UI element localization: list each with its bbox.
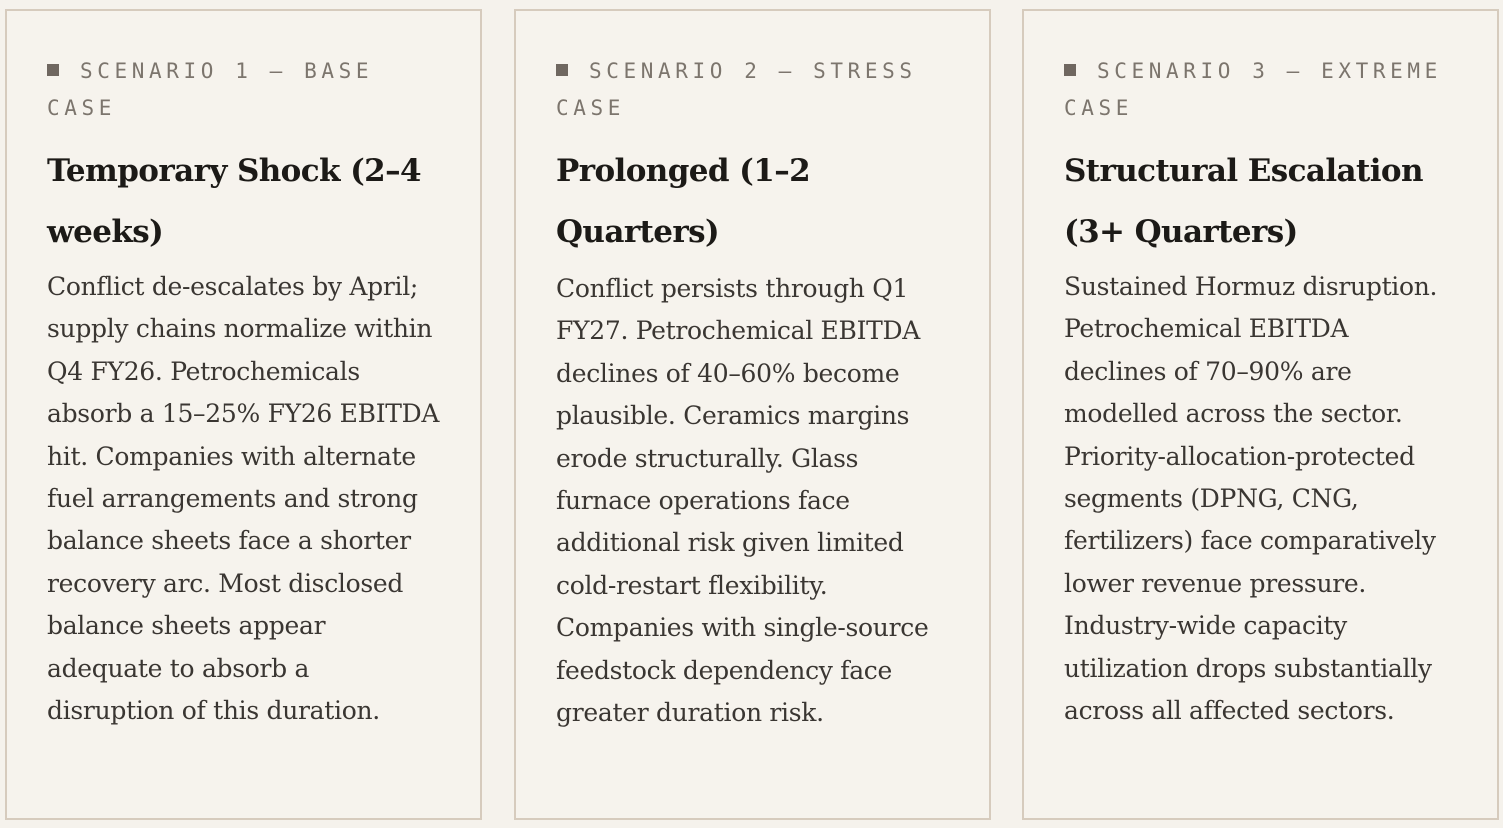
square-bullet-icon [1064,64,1076,76]
scenario-card-2 [514,9,991,820]
scenario-label [47,53,440,127]
scenario-label [1064,53,1457,127]
scenario-label-text: SCENARIO 3 — EXTREME CASE [1064,59,1442,120]
scenario-card-1 [5,9,482,820]
square-bullet-icon [47,64,59,76]
scenario-card-3 [1022,9,1499,820]
scenario-body: Conflict persists through Q1 FY27. Petrochemical EBITDA declines of 40–60% become plausible. Ceramics margins erode structurally. Glass furnace operations face additional risk given limited cold-restart flexibility. Companies with single-source feedstock dependency face greater duration risk. [556,274,929,728]
scenario-title: Temporary Shock (2–4 weeks) [47,153,422,250]
scenario-body: Conflict de-escalates by April; supply chains normalize within Q4 FY26. Petrochemicals absorb a 15–25% FY26 EBITDA hit. Companies with alternate fuel arrangements and strong balance sheets face a shorter recovery arc. Most disclosed balance sheets appear adequate to absorb a disruption of this duration. [47,272,440,726]
scenario-title: Structural Escalation (3+ Quarters) [1064,153,1423,250]
scenario-label [556,53,949,127]
square-bullet-icon [556,64,568,76]
scenario-body: Sustained Hormuz disruption. Petrochemical EBITDA declines of 70–90% are modelled across the sector. Priority-allocation-protected segments (DPNG, CNG, fertilizers) face comparatively lower revenue pressure. Industry-wide capacity utilization drops substantially across all affected sectors. [1064,272,1438,726]
scenario-title: Prolonged (1–2 Quarters) [556,153,811,250]
scenario-label-text: SCENARIO 2 — STRESS CASE [556,59,917,120]
scenario-label-text: SCENARIO 1 — BASE CASE [47,59,374,120]
